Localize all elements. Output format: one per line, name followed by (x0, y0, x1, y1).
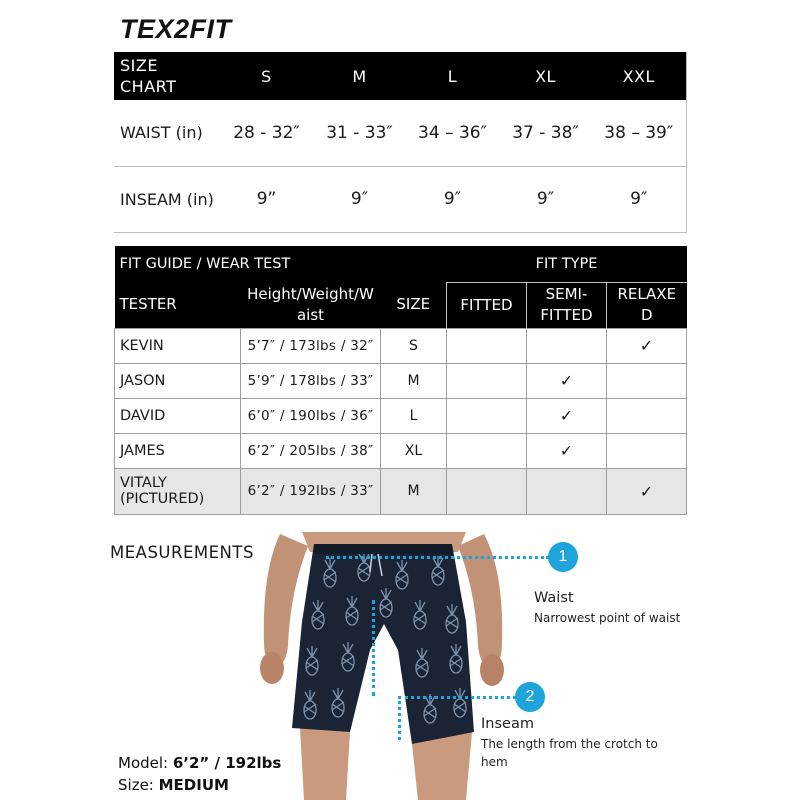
tester-stats: 5’9″ / 178lbs / 33″ (241, 363, 381, 398)
fit-cell-relaxed (607, 328, 687, 363)
inseam-description: The length from the crotch to hem (481, 737, 658, 769)
tester-stats: 6’0″ / 190lbs / 36″ (241, 398, 381, 433)
waist-leader-line (326, 556, 549, 559)
fit-cell-relaxed (607, 468, 687, 514)
fit-cell-semi-fitted (527, 328, 607, 363)
tester-size: S (381, 328, 447, 363)
inseam-leader-line (398, 696, 516, 699)
tester-stats: 5’7″ / 173lbs / 32″ (241, 328, 381, 363)
waist-description: Narrowest point of waist (534, 611, 681, 625)
table-row (115, 328, 687, 363)
waist-title: Waist (534, 590, 574, 606)
size-header-s: S (220, 52, 313, 100)
row-label: INSEAM (in) (114, 166, 220, 232)
semi-fitted-header: SEMI- FITTED (527, 282, 607, 328)
model-info (118, 752, 281, 796)
tester-size: M (381, 468, 447, 514)
fit-guide-title: FIT GUIDE / WEAR TEST (115, 246, 447, 282)
fit-cell-semi-fitted (527, 433, 607, 468)
size-chart-label: SIZE CHART (114, 52, 220, 100)
size-header-m: M (313, 52, 406, 100)
tester-size: L (381, 398, 447, 433)
size-header-xxl: XXL (592, 52, 686, 100)
fit-cell-relaxed (607, 398, 687, 433)
stats-header: Height/Weight/W aist (241, 282, 381, 328)
row-label: WAIST (in) (114, 100, 220, 166)
inseam-leader-vertical (372, 600, 375, 696)
table-row (115, 398, 687, 433)
fit-cell-semi-fitted (527, 468, 607, 514)
brand-logo: TEX2FIT (120, 14, 232, 44)
check-icon: ✓ (559, 371, 574, 390)
table-row (115, 433, 687, 468)
check-icon: ✓ (639, 481, 654, 501)
tester-name: KEVIN (115, 328, 241, 363)
table-cell: 9″ (499, 166, 592, 232)
measurements-title: MEASUREMENTS (110, 543, 254, 562)
table-row (115, 363, 687, 398)
fit-cell-fitted (447, 363, 527, 398)
table-cell: 9” (220, 166, 313, 232)
table-cell: 9″ (592, 166, 686, 232)
callout-number-1: 1 (548, 542, 578, 572)
shorts-photo (252, 532, 512, 800)
inseam-title: Inseam (481, 716, 534, 732)
table-cell: 28 - 32″ (220, 100, 313, 166)
inseam-leader-vertical-2 (398, 696, 401, 740)
fit-cell-relaxed (607, 433, 687, 468)
size-header-xl: XL (499, 52, 592, 100)
callout-number-2: 2 (515, 682, 545, 712)
check-icon: ✓ (639, 336, 654, 355)
fit-cell-relaxed (607, 363, 687, 398)
tester-size: XL (381, 433, 447, 468)
inseam-row (114, 166, 686, 232)
table-cell: 31 - 33″ (313, 100, 406, 166)
tester-header: TESTER (115, 282, 241, 328)
tester-stats: 6’2″ / 205lbs / 38″ (241, 433, 381, 468)
table-cell: 9″ (406, 166, 499, 232)
tester-stats: 6’2″ / 192lbs / 33″ (241, 468, 381, 514)
size-chart-header-row (114, 52, 686, 100)
model-line: Model: 6’2” / 192lbs (118, 754, 282, 772)
fit-cell-fitted (447, 468, 527, 514)
fit-type-label: FIT TYPE (447, 246, 687, 282)
fit-guide-title-row (115, 246, 687, 282)
fit-guide-header-row (115, 282, 687, 328)
table-cell: 38 – 39″ (592, 100, 686, 166)
waist-row (114, 100, 686, 166)
tester-rows (115, 328, 687, 514)
size-header: SIZE (381, 282, 447, 328)
fit-cell-fitted (447, 398, 527, 433)
relaxed-header: RELAXE D (607, 282, 687, 328)
check-icon: ✓ (559, 406, 574, 425)
fit-guide-table (114, 246, 687, 515)
table-cell: 34 – 36″ (406, 100, 499, 166)
tester-name: DAVID (115, 398, 241, 433)
fit-cell-fitted (447, 433, 527, 468)
check-icon: ✓ (559, 441, 574, 460)
size-chart-table (114, 52, 687, 233)
tester-name: JASON (115, 363, 241, 398)
tester-name: VITALY (PICTURED) (115, 468, 241, 514)
size-line: Size: MEDIUM (118, 776, 229, 794)
fit-cell-semi-fitted (527, 398, 607, 433)
tester-name: JAMES (115, 433, 241, 468)
fit-cell-fitted (447, 328, 527, 363)
tester-size: M (381, 363, 447, 398)
fit-cell-semi-fitted (527, 363, 607, 398)
table-cell: 37 - 38″ (499, 100, 592, 166)
table-row (115, 468, 687, 514)
fitted-header: FITTED (447, 282, 527, 328)
table-cell: 9″ (313, 166, 406, 232)
size-header-l: L (406, 52, 499, 100)
